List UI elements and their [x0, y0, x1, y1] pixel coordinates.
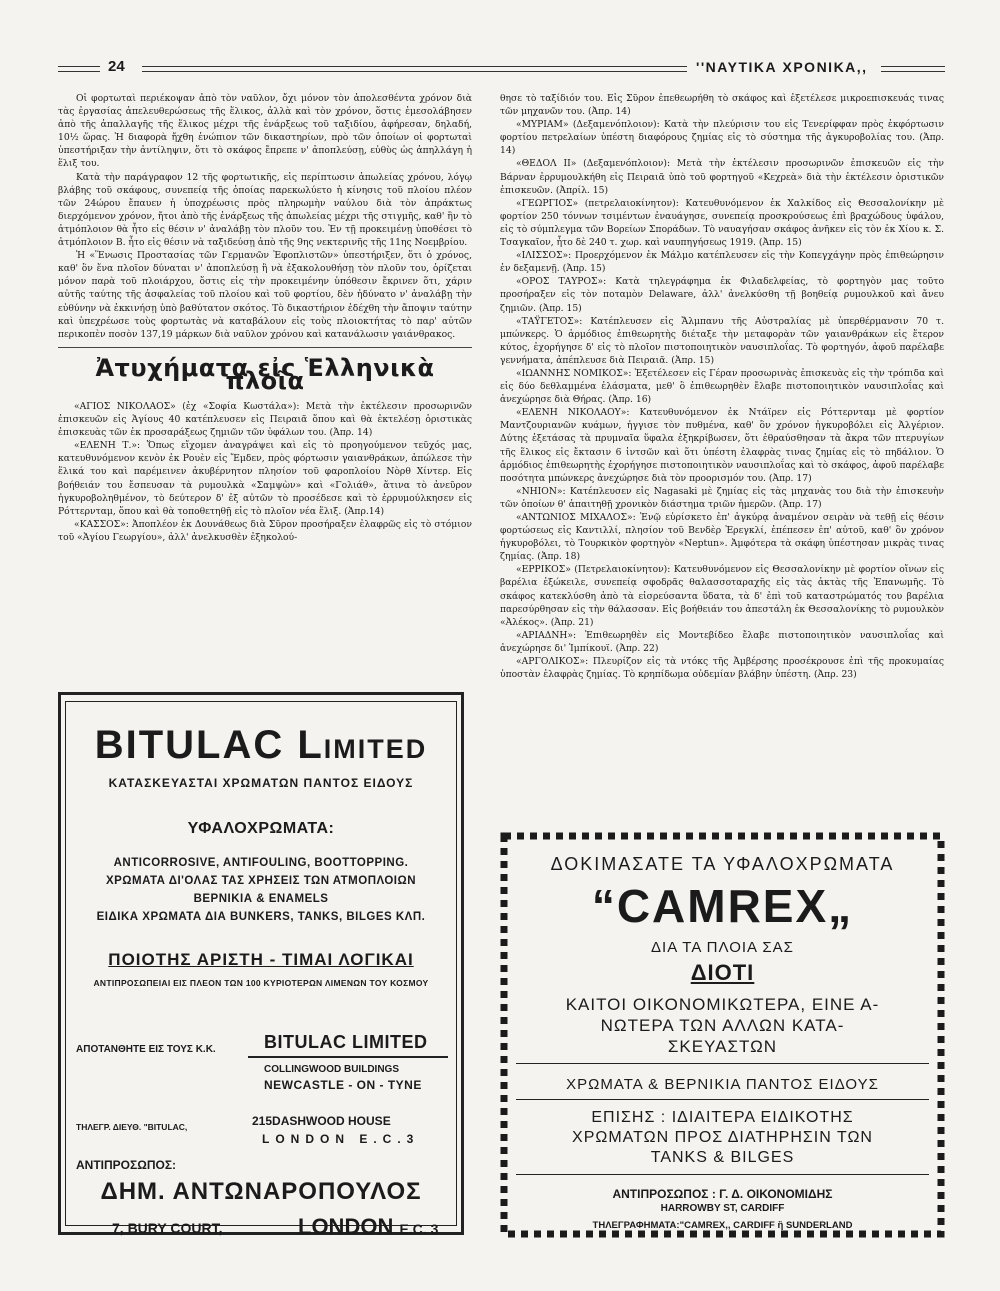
accident-item: «ΕΡΡΙΚΟΣ» (Πετρελαιοκίνητον): Κατευθυνόμενον εἰς Θεσσαλονίκην μὲ φορτίον οἴνων εἰς βαρέλια ἐξώκειλε, συνεπείᾳ σφοδρᾶς θαλασσοταραχῆς εἰς τὰς ἀκτὰς τῆς Ἐπανωμῆς. Τὸ σκάφος κατεκλύσθη ἀπὸ τὰ εἰσρεύσαντα ὕδατα, τὰ δ' ἐπὶ τοῦ καταστρώματός του βαρέλια παρεσύρθησαν εἰς τὴν θάλασσαν. Εἰς βοήθειάν του ἀπεστάλη ἐκ Θεσσαλονίκης τὸ ρυμουλκὸν «Ἀλέκος». (Ἀπρ. 21) [500, 564, 944, 628]
publication-title: ''ΝΑΥΤΙΚΑ ΧΡΟΝΙΚΑ,, [696, 59, 868, 75]
section-title: Ἀτυχήματα εἰς Ἑλληνικὰ πλοῖα [95, 353, 435, 395]
address-line [298, 1214, 438, 1240]
ad-line: ΕΙΔΙΚΑ ΧΡΩΜΑΤΑ ΔΙΑ BUNKERS, TANKS, BILGES ΚΛΠ. [96, 911, 426, 923]
ad-line: ΧΡΩΜΑΤΩΝ ΠΡΟΣ ΔΙΑΤΗΡΗΣΙΝ ΤΩΝ [572, 1129, 873, 1146]
address-line: COLLINGWOOD BUILDINGS [264, 1064, 399, 1075]
ad-line: TANKS & BILGES [650, 1149, 795, 1166]
contact-block [76, 1032, 456, 1112]
representative: ΑΝΤΙΠΡΟΣΩΠΟΣ : Γ. Δ. ΟΙΚΟΝΟΜΙΔΗΣ [612, 1187, 833, 1201]
ad-line: ΕΠΙΣΗΣ : ΙΔΙΑΙΤΕΡΑ ΕΙΔΙΚΟΤΗΣ [591, 1109, 854, 1126]
page-header [58, 58, 945, 78]
accident-item: «ΑΓΙΟΣ ΝΙΚΟΛΑΟΣ» (ἐχ «Σοφία Κωστάλα»): Μετὰ τὴν ἐκτέλεσιν προσωρινῶν ἐπισκευῶν εἰς Ἁγίους 40 κατέπλευσεν εἰς Πειραιᾶ ὅπου καὶ θὰ ἐκτελέσῃ ὁριστικὰς ἐπισκευὰς τῶν ἐκ προσαράξεως ζημιῶν τῶν ὑφάλων του. (Ἀπρ. 14) [58, 400, 472, 439]
logo-word: BITULAC [94, 723, 285, 767]
header-rule [58, 66, 100, 72]
article-paragraph: Κατὰ τὴν παράγραφον 12 τῆς φορτωτικῆς, εἰς περίπτωσιν ἀπωλείας χρόνου, λόγῳ βλάβης τοῦ σκάφους, συνεπείᾳ τῆς ὁποίας παρεκωλύετο ἡ κίνησις τοῦ πλοίου πλέον τῶν 24ώρου ἔπαυεν ἡ ὑποχρέωσις πρὸς πληρωμὴν ναύλου διὰ τὸν ἀπράκτως διερχόμενον χρόνον, ἤτοι ἀπὸ τῆς ἐνάρξεως τῆς ἀπωλείας μέχρι τῆς στιγμῆς, καθ' ἣν τὸ ἀτμόπλοιον θὰ ἦτο εἰς θέσιν ν' ἀναλάβῃ τὸν πλοῦν του. Ἐν τῇ προκειμένῃ ὑποθέσει τὸ ἀτμόπλοιον Β. ἦτο εἰς θέσιν νὰ ταξιδεύσῃ ἀπὸ τῆς 9ης νεκτερινῆς τῆς 11ης Νοεμβρίου. [58, 171, 472, 249]
accident-item: «ΙΛΙΣΣΟΣ»: Προερχόμενον ἐκ Μάλμο κατέπλευσεν εἰς τὴν Κοπεγχάγην πρὸς ἐπιθεώρησιν ἐν δεξαμενῇ. (Ἀπρ. 15) [500, 250, 944, 275]
address-line: NEWCASTLE - ON - TYNE [264, 1078, 422, 1092]
accident-item: «ΑΡΙΑΔΝΗ»: Ἐπιθεωρηθὲν εἰς Μοντεβίδεο ἔλαβε πιστοποιητικὸν ναυσιπλοΐας καὶ ἀνεχώρησε δι' Ἱμπίκουϊ. (Ἀπρ. 22) [500, 629, 944, 654]
header-rule [881, 66, 945, 72]
company-name: BITULAC LIMITED [264, 1032, 428, 1052]
ad-divider [516, 1063, 929, 1064]
bitulac-advertisement [58, 692, 464, 1239]
ad-line: ΔΙΟΤΙ [690, 960, 755, 985]
logo-letter: L [297, 723, 324, 767]
ad-line-group [516, 1108, 929, 1168]
telegraph-address: ΤΗΛΕΓΡ. ΔΙΕΥΘ. "BITULAC, [76, 1122, 188, 1132]
ad-line: ΚΑΤΑΣΚΕΥΑΣΤΑΙ ΧΡΩΜΑΤΩΝ ΠΑΝΤΟΣ ΕΙΔΟΥΣ [108, 776, 414, 790]
header-rule [142, 66, 687, 72]
article-paragraph: Ἡ «Ἕνωσις Προστασίας τῶν Γερμανῶν Ἐφοπλιστῶν» ὑπεστήριξεν, ὅτι ὁ χρόνος, καθ' ὃν ἕνα πλοῖον δύναται ν' ἀποπλεύσῃ ἢ νὰ ἐξακολουθήσῃ τὸν πλοῦν του, ὁρίζεται μόνον παρὰ τοῦ πλοιάρχου, ὅστις εἰς τὴν προκειμένην ὑπόθεσιν ἔκρινεν ὅτι, χάριν αὐτῆς ταύτης τῆς ἀσφαλείας τοῦ πλοίου καὶ τοῦ φορτίου, δὲν ἠδύνατο ν' ἀναλάβῃ τὴν εὐθύνην νὰ ἐκκινήσῃ ὑπὸ βαθύτατον σκότος. Τὸ δικαστήριον ἐδέχθη τὴν ἄποψιν ταύτην καὶ ὑπεχρέωσε τοὺς φορτωτὰς νὰ καταβάλουν εἰς τοὺς πλοιοκτήτας τὸ παρ' αὐτῶν περικοπὲν ποσὸν 137,19 μάρκων διὰ ναῦλον χρόνου καὶ κατανάλωσιν γαιάνθρακος. [58, 250, 472, 340]
address-line: HARROWBY ST, CARDIFF [660, 1203, 785, 1214]
ad-line: ΥΦΑΛΟΧΡΩΜΑΤΑ: [187, 820, 335, 837]
contact-label: ΑΠΟΤΑΝΘΗΤΕ ΕΙΣ ΤΟΥΣ Κ.Κ. [76, 1044, 216, 1055]
accident-item: θησε τὸ ταξίδιόν του. Εἰς Σῦρον ἐπεθεωρήθη τὸ σκάφος καὶ ἐξετέλεσε μικροεπισκευάς τινας τῶν μηχανῶν του. (Ἀπρ. 14) [500, 93, 944, 118]
ad-line: ΧΡΩΜΑΤΑ & ΒΕΡΝΙΚΙΑ ΠΑΝΤΟΣ ΕΙΔΟΥΣ [566, 1076, 879, 1093]
accident-item: «ΟΡΟΣ ΤΑΥΡΟΣ»: Κατὰ τηλεγράφημα ἐκ Φιλαδελφείας, τὸ φορτηγὸν μας τοῦτο προσήραξεν εἰς τὸν ποταμὸν Delaware, ἀλλ' ἀνελκύσθη τῇ βοηθείᾳ ρυμουλκοῦ καὶ ἄνευ ζημιῶν. (Ἀπρ. 15) [500, 276, 944, 314]
company-underline [248, 1056, 448, 1058]
left-column [58, 92, 472, 544]
right-column [500, 92, 944, 681]
address-line: 215DASHWOOD HOUSE [252, 1114, 391, 1128]
city: LONDON [298, 1214, 394, 1239]
ad-line: ΚΑΙΤΟΙ ΟΙΚΟΝΟΜΙΚΩΤΕΡΑ, ΕΙΝΕ Α- [565, 995, 880, 1014]
ad-line: ΣΚΕΥΑΣΤΩΝ [667, 1037, 778, 1056]
ad-line: ΔΙΑ ΤΑ ΠΛΟΙΑ ΣΑΣ [651, 939, 794, 956]
accident-item: «ΕΛΕΝΗ Τ.»: Ὅπως εἴχομεν ἀναγράψει καὶ εἰς τὸ προηγούμενον τεῦχός μας, κατευθυνόμενον κενὸν ἐκ Ρουὲν εἰς Ἔμδεν, πρὸς φόρτωσιν γαιανθράκων, ἀπώλεσε τὴν ἕλικά του καὶ παρέμεινεν ἀκυβέρνητον πλησίον τοῦ φαροπλοίου Νὸρθ Χίντερ. Εἰς βοήθειάν του ἔσπευσαν τὰ ρυμουλκὰ «Σαμψὼν» καὶ «Γολιάθ», ἅτινα τὸ ἀνεῦρον ἠγκυροβοληθμένον, τὸ δεύτερον δ' ἐξ αὐτῶν τὸ προσέδεσε καὶ τὸ ἐρρυμούλκησεν εἰς Ρόττερνταμ, ὅπου καὶ θὰ τοποθετηθῇ εἰς τὸ πλοῖον νέα ἕλιξ. (Ἀπρ.14) [58, 440, 472, 517]
accident-item: «ΙΩΑΝΝΗΣ ΝΟΜΙΚΟΣ»: Ἐξετέλεσεν εἰς Γέραν προσωρινὰς ἐπισκευὰς εἰς τὴν τρόπιδα καὶ εἰς δύο δεθλαμμένα ἐλάσματα, μεθ' ὃ ἐπιθεωρηθὲν ἔλαβε πιστοποιητικὸν ναυσιπλοΐας καὶ ἀνεχώρησε διὰ Θήρας. (Ἀπρ. 16) [500, 367, 944, 406]
accident-item: «ΚΑΣΣΟΣ»: Ἀποπλέον ἐκ Δουνάθεως διὰ Σῦρον προσήραξεν ἐλαφρῶς εἰς τὸ στόμιον τοῦ «Ἁγίου Γεωργίου», ἀλλ' ἀνελκυσθὲν ἐξηκολού- [58, 518, 472, 543]
ad-line: ΒΕΡΝΙΚΙΑ & ENAMELS [193, 893, 329, 905]
ad-line: ΝΩΤΕΡΑ ΤΩΝ ΑΛΛΩΝ ΚΑΤΑ- [600, 1016, 845, 1035]
accident-item: «ΜΥΡΙΑΜ» (Δεξαμενόπλοιον): Κατὰ τὴν πλεύρισιν του εἰς Τενερίφφαν πρὸς ἐκφόρτωσιν φορτίου πετρελαίων ὑπέστη διαφόρους ζημίας εἰς τὸ σύστημα τῆς ἀγκυροβολίας του. (Ἀπρ. 14) [500, 119, 944, 157]
ad-line: ANTICORROSIVE, ANTIFOULING, BOOTTOPPING. [113, 857, 409, 869]
ad-line: ΠΟΙΟΤΗΣ ΑΡΙΣΤΗ - ΤΙΜΑΙ ΛΟΓΙΚΑΙ [108, 950, 414, 969]
accident-item: «ΓΕΩΡΓΙΟΣ» (πετρελαιοκίνητον): Κατευθυνόμενον ἐκ Χαλκίδος εἰς Θεσσαλονίκην μὲ φορτίον 250 τόννων τσιμέντων ἐναυάγησε, συνεπείᾳ προσκρούσεως ἐπὶ βραχώδους ὑφάλου, εἰς τὸ σύμπλεγμα τῶν Βορείων Σποράδων. Τὸ ναυαγήσαν σκάφος ἀνῆκεν εἰς τὸν ἐκ Χίου κ. Σ. Τσαγκαῖον, ἦτο δὲ 240 τ. χωρ. καὶ ναυπηγήσεως 1919. (Ἀπρ. 15) [500, 197, 944, 249]
ad-divider [516, 1099, 929, 1100]
ad-inner-frame [65, 701, 457, 1239]
representative-label: ΑΝΤΙΠΡΟΣΩΠΟΣ: [76, 1158, 177, 1172]
accident-item: «ΤΑΫΓΕΤΟΣ»: Κατέπλευσεν εἰς Ἄλμπανυ τῆς Αὐστραλίας μὲ ὑπερθέρμανσιν 70 τ. μπώνκερς. Ὁ ἁρμόδιος ἐπιθεωρητὴς διέταξε τὴν μεταφορὰν τῶν γαιανθράκων εἰς ἕτερον κύτος, ἐχορήγησε δ' εἰς τὸ πλοῖον πιστοποιητικὸν ναυσιπλοΐας. Τὸ φορτηγόν, ἀφοῦ παρέλαβε γεννήματα, ἀπέπλευσε διὰ Πειραιᾶ. (Ἀπρ. 15) [500, 315, 944, 366]
accident-item: «ΘΕΔΟΛ ΙΙ» (Δεξαμενόπλοιον): Μετὰ τὴν ἐκτέλεσιν προσωρινῶν ἐπισκευῶν εἰς τὴν Βάρναν ἐρρυμουλκήθη εἰς Πειραιᾶ ὑπὸ τοῦ φορτηγοῦ «Κεχρεὰ» διὰ τὴν ἐκτέλεσιν ὁριστικῶν ἐπισκευῶν. (Ἀπρίλ. 15) [500, 158, 944, 196]
accident-item: «ΑΡΓΟΛΙΚΟΣ»: Πλευρίζον εἰς τὰ ντόκς τῆς Ἀμβέρσης προσέκρουσε ἐπὶ τῆς προκυμαίας ὑποστὰν ἐλαφρὰς ζημίας. Τὸ κρηπίδωμα οὐδεμίαν βλάβην ὑπέστη. (Ἀπρ. 23) [500, 656, 944, 681]
representative-name: ΔΗΜ. ΑΝΤΩΝΑΡΟΠΟΥΛΟΣ [100, 1178, 422, 1205]
section-divider [58, 347, 472, 348]
camrex-body [516, 850, 929, 1231]
postcode: E.C. 3 [399, 1221, 439, 1237]
logo-word: IMITED [323, 734, 428, 764]
brand-name: “CAMREX„ [591, 880, 854, 932]
ad-line: ΔΟΚΙΜΑΣΑΤΕ ΤΑ ΥΦΑΛΟΧΡΩΜΑΤΑ [550, 854, 895, 874]
camrex-advertisement [500, 832, 945, 1238]
accident-item: «ΑΝΤΩΝΙΟΣ ΜΙΧΑΛΟΣ»: Ἐνῷ εὑρίσκετο ἐπ' ἀγκύρᾳ ἀναμένον σειρὰν νὰ τεθῇ εἰς θέσιν φορτώσεως εἰς Καντιλλί, πλησίον τοῦ Βενδὲρ Ἐρεγκλί, ἐπέπεσεν ἐπ' αὐτοῦ, καθ' ὃν χρόνον ἠγκυροβόλει, τὸ Τουρκικὸν φορτηγὸν «Neptun». Ἀμφότερα τὰ σκάφη ὑπέστησαν μικρὰς τινας ζημίας. (Ἀπρ. 18) [500, 512, 944, 563]
address-line: LONDON E.C.3 [262, 1132, 420, 1146]
page-number: 24 [108, 58, 125, 75]
ad-line: ΑΝΤΙΠΡΟΣΩΠΕΙΑΙ ΕΙΣ ΠΛΕΟΝ ΤΩΝ 100 ΚΥΡΙΟΤΕΡΩΝ ΛΙΜΕΝΩΝ ΤΟΥ ΚΟΣΜΟΥ [93, 978, 429, 988]
ad-divider [516, 1174, 929, 1175]
accident-item: «ΕΛΕΝΗ ΝΙΚΟΛΑΟΥ»: Κατευθυνόμενον ἐκ Ντάϊρεν εἰς Ρόττερνταμ μὲ φορτίον Μαντζουριανῶν κυάμων, ἠγγισε τὸν πυθμένα, καθ' ὃν χρόνον ἠγκυροβόλει εἰς Ἀλγέριον. Δύτης ἐξετάσας τὰ πρυμναῖα ὕφαλα ἐξηκρίβωσεν, ὅτι ἐθραύσθησαν τὰ ἄκρα τῶν πτερυγίων τῆς ἕλικος εἰς ἔκτασιν 6 ἰντσῶν καὶ ὅτι ὑπέστη ἐλαφρὰς τινας ζημίας εἰς τὸ πηδάλιον. Ὁ ἁρμόδιος ἐπιθεωρητὴς ἐχορήγησε πιστοποιητικὸν ναυσιπλοΐας καὶ τὸ σκάφος, ἀφοῦ παρέλαβε ποσότητα μπώνκερς ἀνεχώρησε διὰ τὸν προορισμόν του. (Ἀπρ. 17) [500, 407, 944, 484]
ad-line: ΧΡΩΜΑΤΑ ΔΙ'ΟΛΑΣ ΤΑΣ ΧΡΗΣΕΙΣ ΤΩΝ ΑΤΜΟΠΛΟΙΩΝ [105, 875, 417, 887]
ad-line-group [516, 994, 929, 1057]
article-paragraph: Οἱ φορτωταὶ περιέκοψαν ἀπὸ τὸν ναῦλον, ὄχι μόνον τὸν ἀπολεσθέντα χρόνον διὰ τὰς ἐργασίας ἀπελευθερώσεως τῆς ἕλικος, ἀλλὰ καὶ τὸν χρόνον, ὅστις ἐμεσολάβησεν ἀπὸ τῆς ἀπαλλαγῆς τῆς ἕλικος μέχρι τῆς ἐνάρξεως τοῦ ταξιδίου, ἀφήρεσαν, δηλαδή, 10½ ὥρας. Ἡ διαφορὰ ἤχθη ἐνώπιον τῶν δικαστηρίων, πρὸ τῶν ὁποίων οἱ φορτωταὶ ὑπεστήριξαν τὴν ἀντίληψιν, ὅτι τὸ σκάφος ἔπρεπε ν' ἀποπλεύσῃ, εὐθὺς ὡς ἀπηλλάγη ἡ ἕλιξ του. [58, 93, 472, 170]
telegraph-address: ΤΗΛΕΓΡΑΦΗΜΑΤΑ:"CAMREX,, CARDIFF ἢ SUNDERLAND [592, 1220, 853, 1231]
address-line: 7, BURY COURT, [112, 1220, 223, 1236]
accident-item: «ΝΗΙΟΝ»: Κατέπλευσεν εἰς Nagasaki μὲ ζημίας εἰς τὰς μηχανὰς του διὰ τὴν ἐπισκευὴν τῶν ὁποίων θ' ἀπαιτηθῇ χρονικὸν διάστημα τριῶν ἡμερῶν. (Ἀπρ. 17) [500, 485, 944, 510]
ad-line-group [66, 854, 456, 926]
bitulac-logo [66, 724, 456, 770]
